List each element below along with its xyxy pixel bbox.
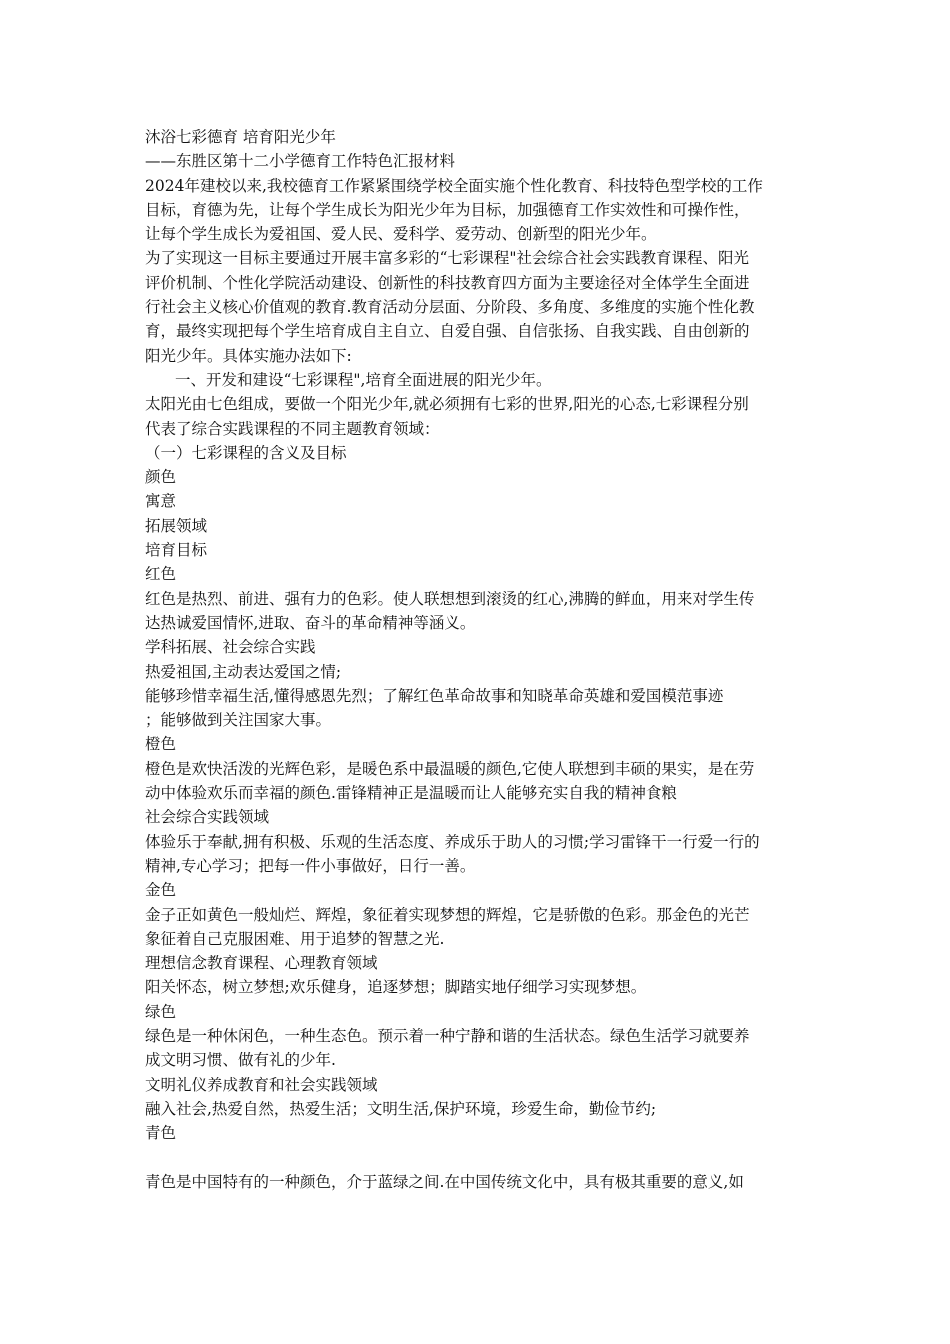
paragraph-line: 学科拓展、社会综合实践 [145,638,316,657]
paragraph-line: 能够珍惜幸福生活,懂得感恩先烈；了解红色革命故事和知晓革命英雄和爱国模范事迹 [145,686,724,705]
table-header-cell: 颜色 [145,468,177,487]
color-label: 绿色 [145,1002,177,1021]
paragraph-line: ；能够做到关注国家大事。 [145,711,332,730]
paragraph-line: 评价机制、个性化学院活动建设、创新性的科技教育四方面为主要途径对全体学生全面进 [145,273,750,292]
paragraph-line: 橙色是欢快活泼的光辉色彩，是暖色系中最温暖的颜色,它使人联想到丰硕的果实，是在劳 [145,759,755,778]
document-title: 沐浴七彩德育 培育阳光少年 [145,128,336,146]
paragraph-line: 目标，育德为先，让每个学生成长为阳光少年为目标，加强德育工作实效性和可操作性， [145,200,750,219]
paragraph-line: 绿色是一种休闲色，一种生态色。预示着一种宁静和谐的生活状态。绿色生活学习就要养 [145,1026,750,1045]
paragraph-line: 金子正如黄色一般灿烂、辉煌，象征着实现梦想的辉煌，它是骄傲的色彩。那金色的光芒 [145,905,750,924]
paragraph-line: 太阳光由七色组成，要做一个阳光少年,就必须拥有七彩的世界,阳光的心态,七彩课程分别 [145,395,749,414]
paragraph-line: 阳光少年。具体实施办法如下: [145,346,352,365]
blank-line [145,1145,810,1169]
table-header-cell: 寓意 [145,492,177,511]
paragraph-line: 体验乐于奉献,拥有积极、乐观的生活态度、养成乐于助人的习惯;学习雷锋干一行爱一行的 [145,832,760,851]
table-header-cell: 拓展领域 [145,516,208,535]
subsection-heading: （一）七彩课程的含义及目标 [145,443,347,462]
section-heading: 一、开发和建设“七彩课程",培育全面进展的阳光少年。 [175,370,552,389]
paragraph-line: 融入社会,热爱自然，热爱生活；文明生活,保护环境，珍爱生命，勤俭节约; [145,1099,657,1118]
paragraph-line: 热爱祖国,主动表达爱国之情; [145,662,342,681]
paragraph-line: 文明礼仪养成教育和社会实践领域 [145,1075,378,1094]
paragraph-line: 代表了综合实践课程的不同主题教育领域： [145,419,440,438]
color-label: 青色 [145,1124,177,1143]
table-header-cell: 培育目标 [145,541,208,560]
color-label: 金色 [145,881,177,900]
paragraph-line: 育，最终实现把每个学生培育成自主自立、自爱自强、自信张扬、自我实践、自由创新的 [145,322,750,341]
paragraph-line: 2024年建校以来,我校德育工作紧紧围绕学校全面实施个性化教育、科技特色型学校的工作 [145,176,763,195]
paragraph-line: 让每个学生成长为爱祖国、爱人民、爱科学、爱劳动、创新型的阳光少年。 [145,225,657,244]
paragraph-line: 精神,专心学习；把每一件小事做好，日行一善。 [145,856,476,875]
paragraph-line: 动中体验欢乐而幸福的颜色.雷锋精神正是温暖而让人能够充实自我的精神食粮 [145,784,677,803]
paragraph-line: 成文明习惯、做有礼的少年. [145,1051,336,1070]
document-body [145,125,810,1194]
paragraph-line: 行社会主义核心价值观的教育.教育活动分层面、分阶段、多角度、多维度的实施个性化教 [145,298,755,317]
paragraph-line: 象征着自己克服困难、用于追梦的智慧之光. [145,929,445,948]
color-label: 橙色 [145,735,177,754]
document-subtitle: ——东胜区第十二小学德育工作特色汇报材料 [145,152,456,171]
paragraph-line: 红色是热烈、前进、强有力的色彩。使人联想想到滚烫的红心,沸腾的鲜血，用来对学生传 [145,589,755,608]
paragraph-line: 达热诚爱国情怀,进取、奋斗的革命精神等涵义。 [145,613,476,632]
paragraph-line: 阳关怀态，树立梦想;欢乐健身，追逐梦想；脚踏实地仔细学习实现梦想。 [145,978,647,997]
color-label: 红色 [145,565,177,584]
paragraph-line: 青色是中国特有的一种颜色，介于蓝绿之间.在中国传统文化中，具有极其重要的意义,如 [145,1172,744,1191]
paragraph-line: 理想信念教育课程、心理教育领域 [145,954,378,973]
paragraph-line: 社会综合实践领域 [145,808,270,827]
paragraph-line: 为了实现这一目标主要通过开展丰富多彩的“七彩课程"社会综合社会实践教育课程、阳光 [145,249,750,268]
